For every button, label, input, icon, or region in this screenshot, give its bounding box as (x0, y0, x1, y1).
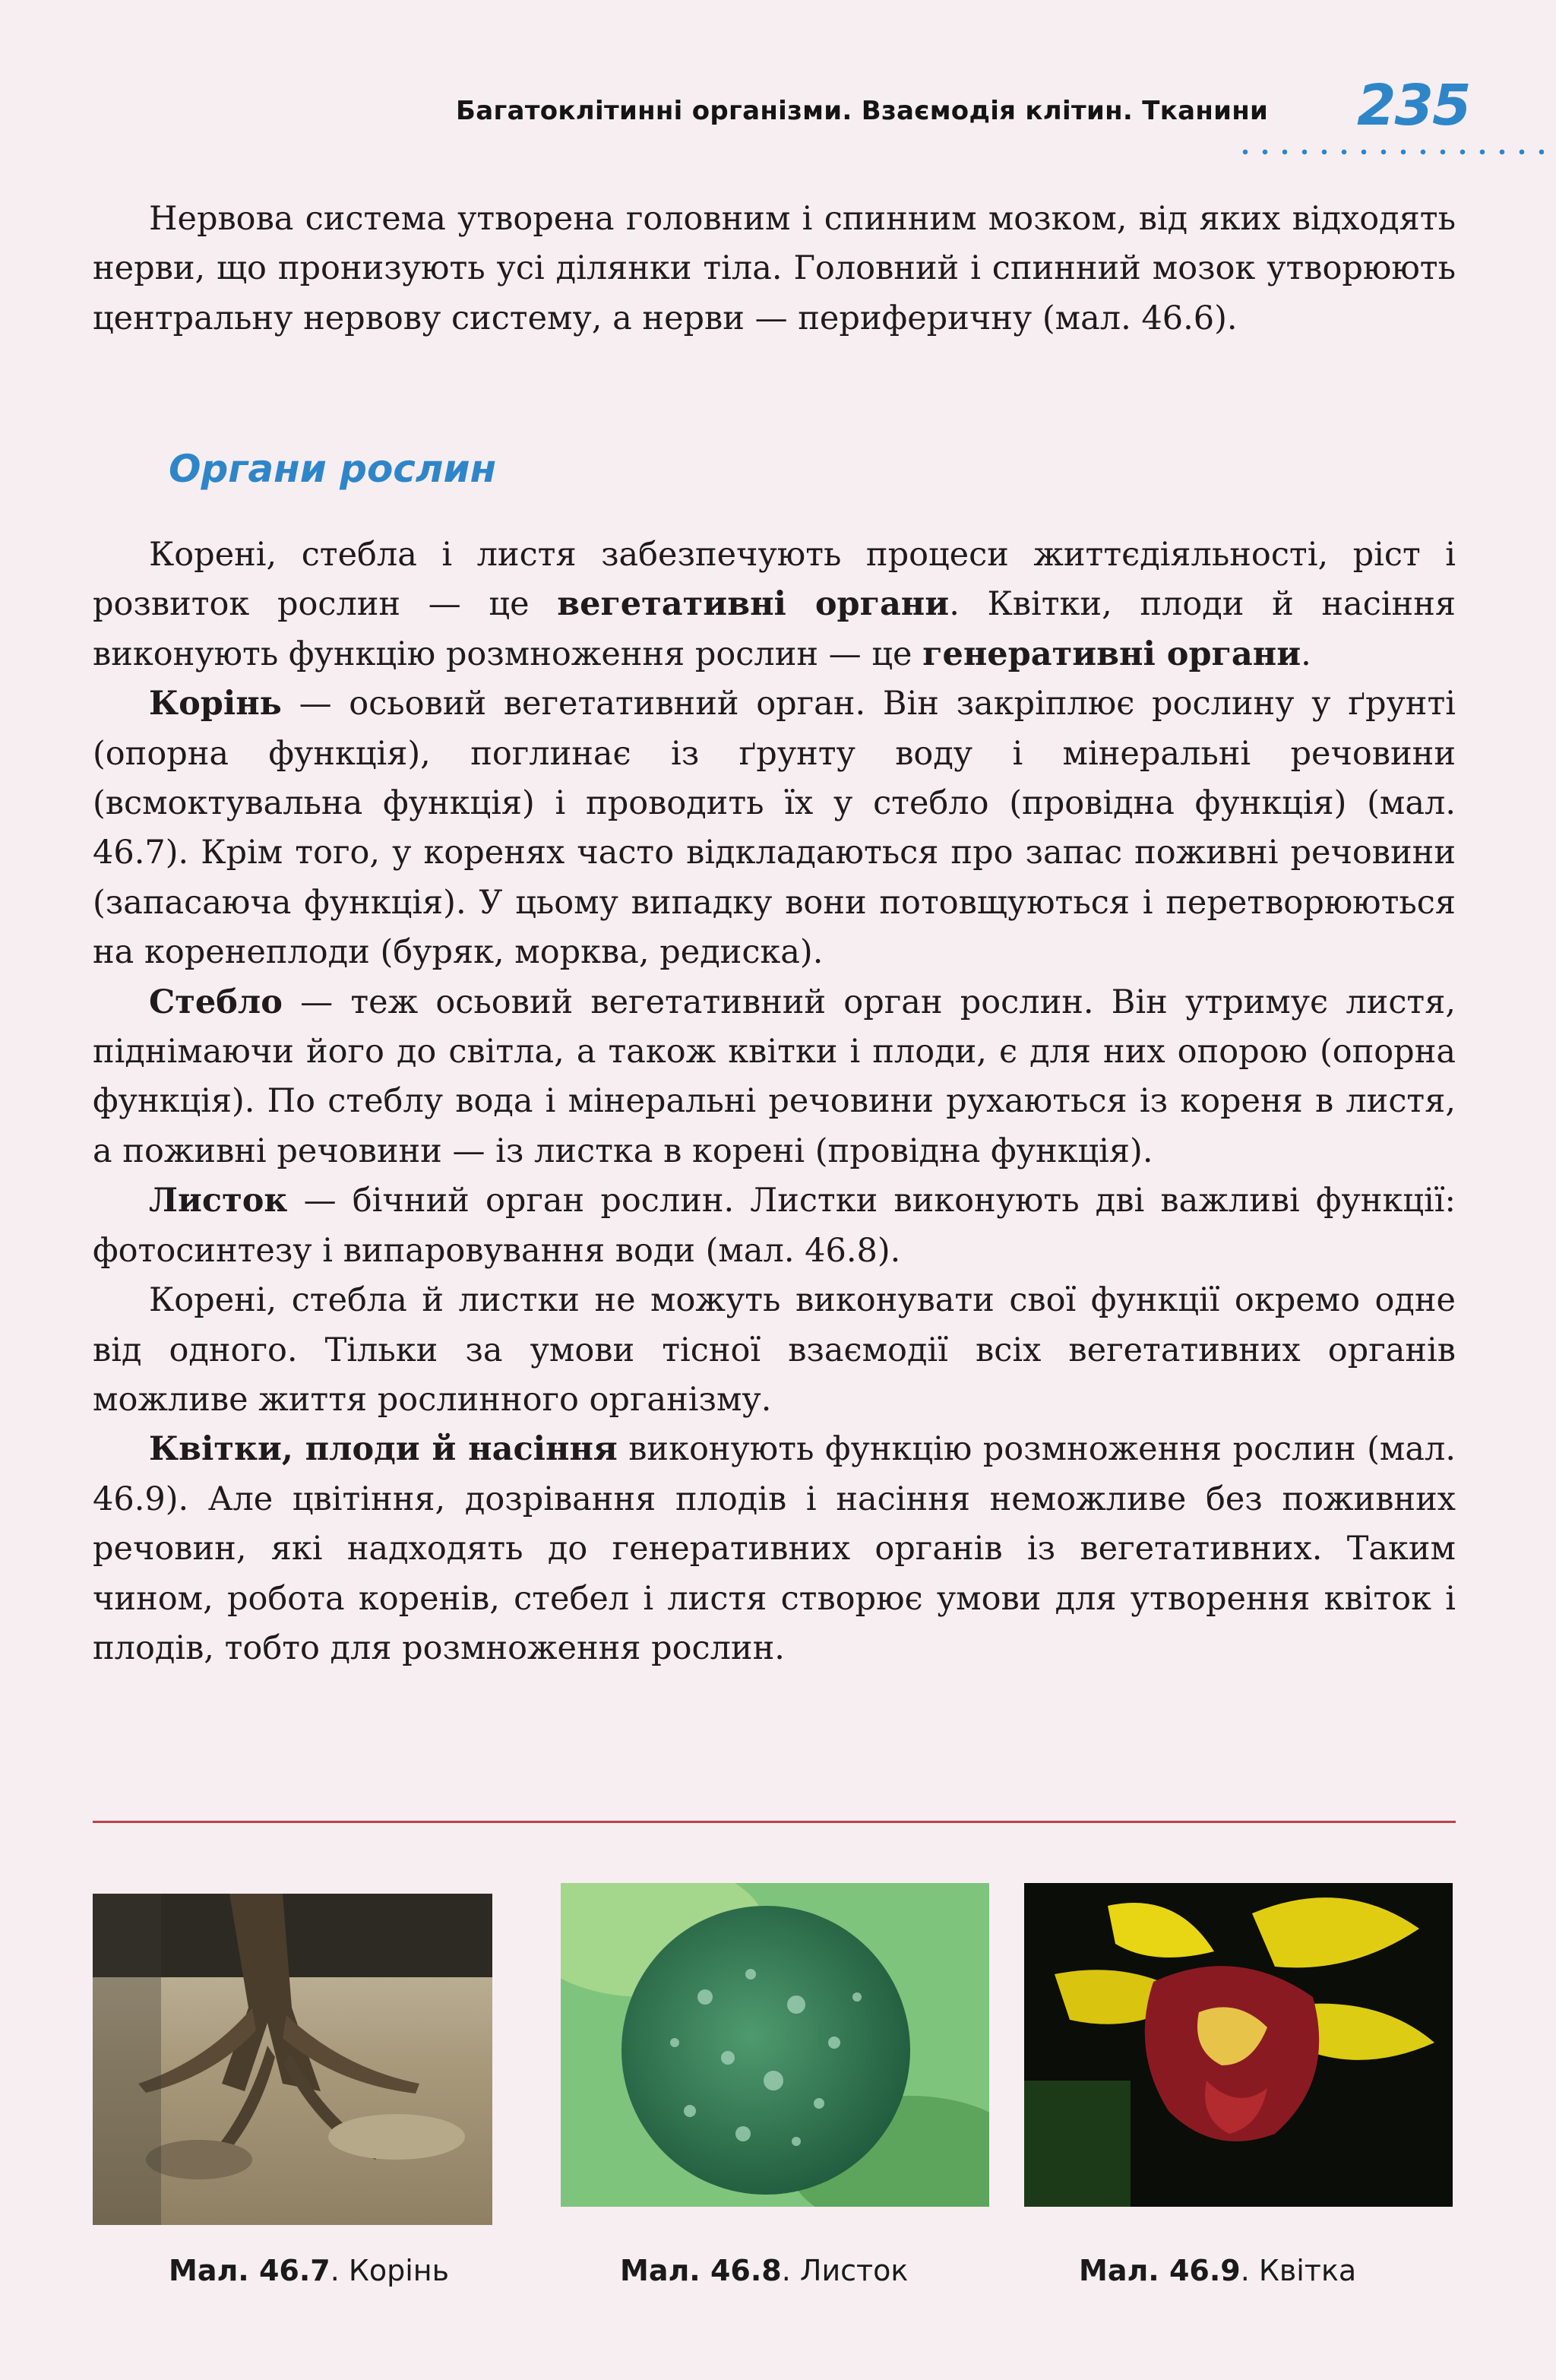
figure-flower-photo (1024, 1883, 1453, 2207)
intro-text (93, 195, 1456, 343)
paragraph-stem: Стебло — теж осьовий вегетативний орган рослин. Він утримує листя, піднімаючи його до світла, а також квітки і плоди, є для них опорою (опорна функція). По стеблу вода і мінеральні речовини рухаються із кореня в листя, а поживні речовини — із листка в корені (провідна функція). (93, 983, 1456, 1170)
main-text (93, 530, 1456, 1673)
caption-leaf-label: Мал. 46.8 (620, 2254, 782, 2287)
paragraph-reproduction: Квітки, плоди й насіння виконують функцію розмноження рослин (мал. 46.9). Але цвітіння, дозрівання плодів і насіння неможливе без поживних речовин, які надходять до генеративних органів із вегетативних. Таким чином, робота коренів, стебел і листя створює умови для утворення квіток і плодів, тобто для розмноження рослин. (93, 1430, 1456, 1667)
term-generative: генеративні органи (922, 635, 1301, 673)
paragraph-interaction: Корені, стебла й листки не можуть виконувати свої функції окремо одне від одного. Тільки за умови тісної взаємодії всіх вегетативних органів можливе життя рослинного організму. (93, 1281, 1456, 1419)
caption-root: Мал. 46.7. Корінь (169, 2254, 450, 2287)
section-divider (93, 1821, 1456, 1823)
running-head: Багатоклітинні організми. Взаємодія клітин. Тканини (456, 96, 1269, 126)
paragraph-root: Корінь — осьовий вегетативний орган. Він закріплює рослину у ґрунті (опорна функція), поглинає із ґрунту воду і мінеральні речовини (всмоктувальна функція) і проводить їх у стебло (провідна функція) (мал. 46.7). Крім того, у коренях часто відкладаються про запас поживні речовини (запасаюча функція). У цьому випадку вони потовщуються і перетворюються на коренеплоди (буряк, морква, редиска). (93, 685, 1456, 972)
intro-paragraph: Нервова система утворена головним і спинним мозком, від яких відходять нерви, що пронизують усі ділянки тіла. Головний і спинний мозок утворюють центральну нервову систему, а нерви — периферичну (мал. 46.6). (93, 200, 1456, 337)
caption-flower: Мал. 46.9. Квітка (1079, 2254, 1357, 2287)
figure-leaf-photo (561, 1883, 989, 2207)
term-leaf: Листок (149, 1182, 288, 1220)
term-root: Корінь (149, 685, 282, 723)
section-heading: Органи рослин (169, 447, 497, 491)
caption-root-label: Мал. 46.7 (169, 2254, 330, 2287)
term-vegetative: вегетативні органи (557, 585, 950, 624)
caption-leaf: Мал. 46.8. Листок (620, 2254, 909, 2287)
term-stem: Стебло (149, 983, 283, 1021)
dotted-ornament (1235, 149, 1547, 155)
caption-flower-label: Мал. 46.9 (1079, 2254, 1241, 2287)
paragraph-organs: Корені, стебла і листя забезпечують процеси життєдіяльності, ріст і розвиток рослин — це вегетативні органи. Квітки, плоди й насіння виконують функцію розмноження рослин — це генеративні органи. (93, 536, 1456, 673)
paragraph-leaf: Листок — бічний орган рослин. Листки виконують дві важливі функції: фотосинтезу і випаровування води (мал. 46.8). (93, 1182, 1456, 1270)
figure-root-photo (93, 1894, 492, 2225)
page-number: 235 (1357, 73, 1470, 138)
term-flowers-fruits-seeds: Квітки, плоди й насіння (149, 1430, 618, 1469)
